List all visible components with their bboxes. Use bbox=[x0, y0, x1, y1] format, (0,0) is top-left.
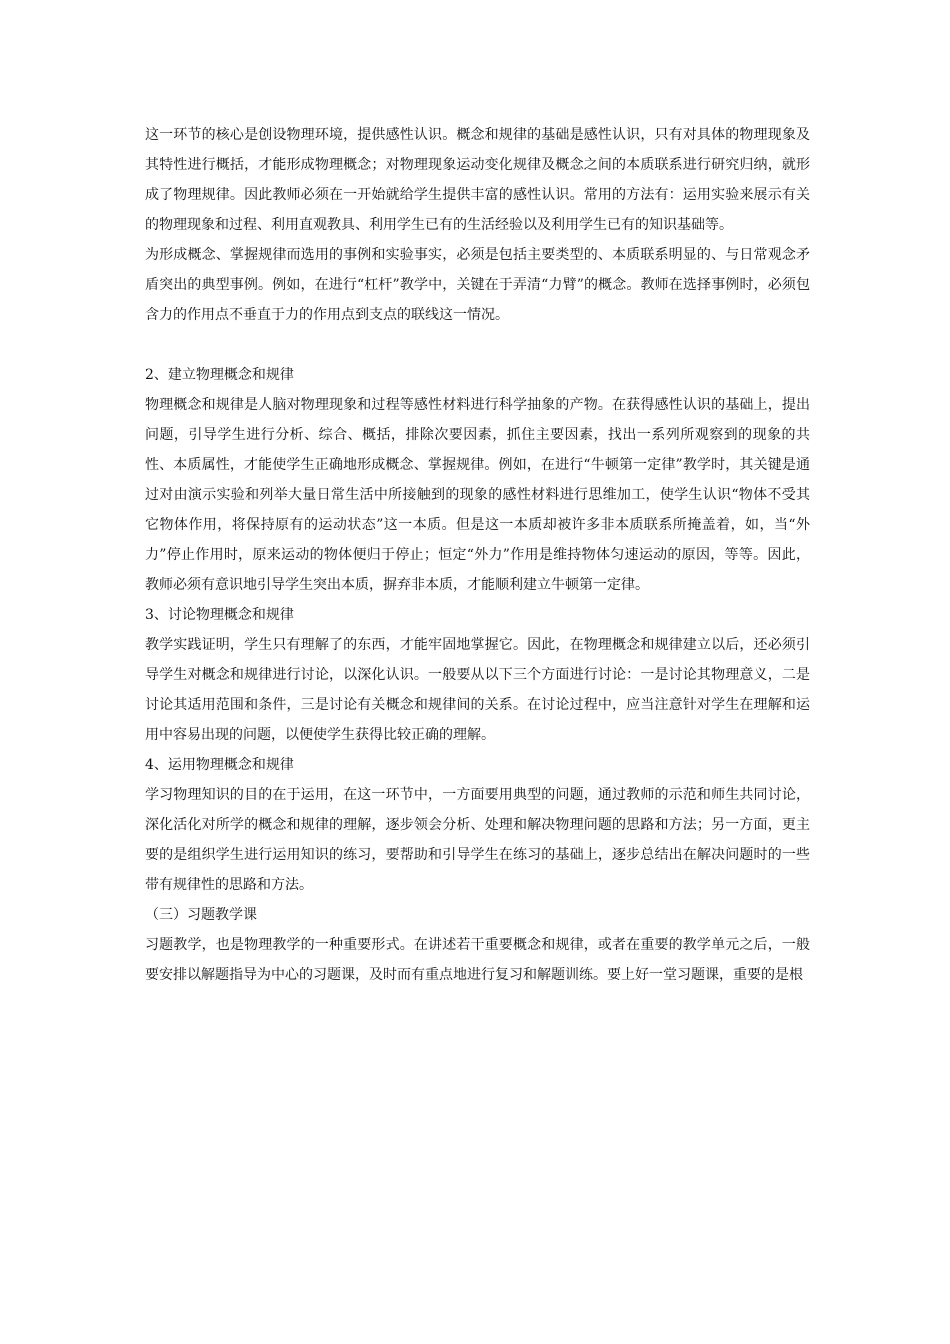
paragraph-examples: 为形成概念、掌握规律而选用的事例和实验事实，必须是包括主要类型的、本质联系明显的、与日常观念矛盾突出的典型事例。例如，在进行“杠杆”教学中，关键在于弄清“力臂”的概念。教师在选择事例时，必须包含力的作用点不垂直于力的作用点到支点的联线这一情况。 bbox=[145, 247, 810, 323]
section-heading-exercise-class: （三）习题教学课 bbox=[145, 907, 257, 923]
blank-line bbox=[145, 330, 810, 360]
paragraph-exercise-class: 习题教学，也是物理教学的一种重要形式。在讲述若干重要概念和规律，或者在重要的教学单元之后，一般要安排以解题指导为中心的习题课，及时而有重点地进行复习和解题训练。要上好一堂习题课，重要的是根 bbox=[145, 937, 810, 983]
paragraph-establish: 物理概念和规律是人脑对物理现象和过程等感性材料进行科学抽象的产物。在获得感性认识的基础上，提出问题，引导学生进行分析、综合、概括，排除次要因素，抓住主要因素，找出一系列所观察到的现象的共性、本质属性，才能使学生正确地形成概念、掌握规律。例如，在进行“牛顿第一定律”教学时，其关键是通过对由演示实验和列举大量日常生活中所接触到的现象的感性材料进行思维加工，使学生认识“物体不受其它物体作用，将保持原有的运动状态”这一本质。但是这一本质却被许多非本质联系所掩盖着，如，当“外力”停止作用时，原来运动的物体便归于停止；恒定“外力”作用是维持物体匀速运动的原因，等等。因此，教师必须有意识地引导学生突出本质，摒弃非本质，才能顺利建立牛顿第一定律。 bbox=[145, 397, 810, 593]
document-body bbox=[145, 120, 810, 990]
section-heading-establish: 2、建立物理概念和规律 bbox=[145, 367, 294, 383]
paragraph-intro: 这一环节的核心是创设物理环境，提供感性认识。概念和规律的基础是感性认识，只有对具体的物理现象及其特性进行概括，才能形成物理概念；对物理现象运动变化规律及概念之间的本质联系进行研究归纳，就形成了物理规律。因此教师必须在一开始就给学生提供丰富的感性认识。常用的方法有：运用实验来展示有关的物理现象和过程、利用直观教具、利用学生已有的生活经验以及利用学生已有的知识基础等。 bbox=[145, 127, 810, 233]
section-heading-apply: 4、运用物理概念和规律 bbox=[145, 757, 294, 773]
paragraph-discuss: 教学实践证明，学生只有理解了的东西，才能牢固地掌握它。因此，在物理概念和规律建立以后，还必须引导学生对概念和规律进行讨论，以深化认识。一般要从以下三个方面进行讨论：一是讨论其物理意义，二是讨论其适用范围和条件，三是讨论有关概念和规律间的关系。在讨论过程中，应当注意针对学生在理解和运用中容易出现的问题，以便使学生获得比较正确的理解。 bbox=[145, 637, 810, 743]
paragraph-apply: 学习物理知识的目的在于运用，在这一环节中，一方面要用典型的问题，通过教师的示范和师生共同讨论，深化活化对所学的概念和规律的理解，逐步领会分析、处理和解决物理问题的思路和方法；另一方面，更主要的是组织学生进行运用知识的练习，要帮助和引导学生在练习的基础上，逐步总结出在解决问题时的一些带有规律性的思路和方法。 bbox=[145, 787, 810, 893]
section-heading-discuss: 3、讨论物理概念和规律 bbox=[145, 607, 294, 623]
